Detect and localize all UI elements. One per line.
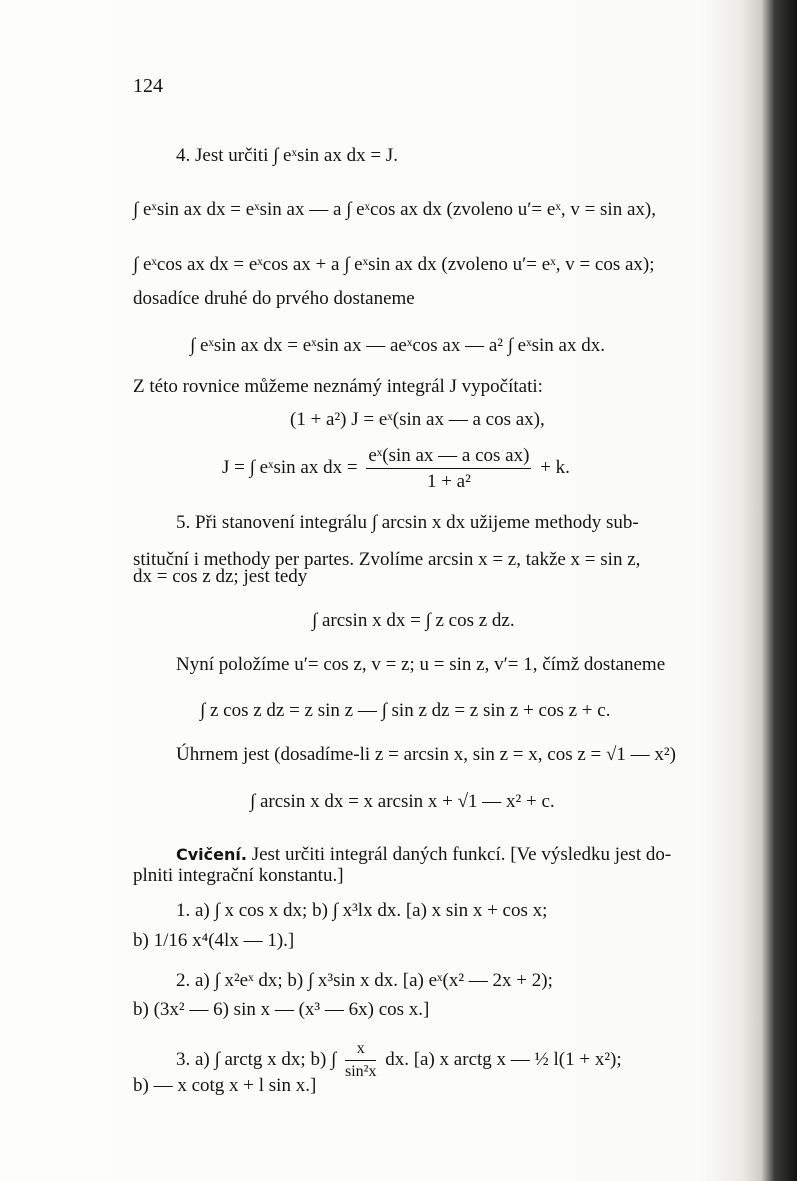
equation-line: [222, 446, 570, 491]
equation-line: ∫ arcsin x dx = ∫ z cos z dz.: [312, 610, 515, 631]
exercise-line: b) — x cotg x + l sin x.]: [133, 1075, 317, 1096]
text-line: plniti integrační konstantu.]: [133, 865, 344, 886]
equation-line: ∫ z cos z dz = z sin z — ∫ sin z dz = z sin z + cos z + c.: [200, 700, 611, 721]
exercise-line: b) (3x² — 6) sin x — (x³ — 6x) cos x.]: [133, 999, 430, 1020]
fraction-numerator: eˣ(sin ax — a cos ax): [366, 446, 531, 469]
fraction-denominator: 1 + a²: [426, 471, 471, 492]
exercise-heading: Cvičení.: [176, 845, 247, 864]
text-line: stituční i methody per partes. Zvolíme arcsin x = z, takže x = sin z,: [133, 549, 641, 570]
equation-line: (1 + a²) J = eˣ(sin ax — a cos ax),: [290, 409, 545, 430]
exercise-answer: dx. [a) x arctg x — ½ l(1 + x²);: [385, 1048, 622, 1070]
equation-line: ∫ eˣcos ax dx = eˣcos ax + a ∫ eˣsin ax dx (zvoleno u′= eˣ, v = cos ax);: [133, 254, 655, 275]
fraction-denominator: sin²x: [345, 1063, 377, 1080]
equation-rhs: + k.: [540, 456, 570, 478]
exercise-line: 1. a) ∫ x cos x dx; b) ∫ x³lx dx. [a) x sin x + cos x;: [176, 900, 548, 921]
text-line: 5. Při stanovení integrálu ∫ arcsin x dx užijeme methody sub-: [176, 512, 639, 533]
text-line: Z této rovnice můžeme neznámý integrál J vypočítati:: [133, 376, 543, 397]
equation-lhs: J = ∫ eˣsin ax dx =: [222, 456, 358, 478]
text-line: Nyní položíme u′= cos z, v = z; u = sin z, v′= 1, čímž dostaneme: [176, 654, 666, 675]
exercise-part-a: 3. a) ∫ arctg x dx; b) ∫: [176, 1048, 337, 1070]
fraction-numerator: x: [345, 1041, 376, 1061]
page-number: 124: [133, 75, 163, 97]
text-line: dx = cos z dz; jest tedy: [133, 566, 308, 587]
exercise-intro: Jest určiti integrál daných funkcí. [Ve výsledku jest do-: [251, 844, 672, 865]
equation-line: ∫ arcsin x dx = x arcsin x + √1 — x² + c.: [250, 791, 555, 812]
exercise-line: b) 1/16 x⁴(4lx — 1).]: [133, 930, 295, 951]
text-line: dosadíce druhé do prvého dostaneme: [133, 288, 415, 309]
equation-line: ∫ eˣsin ax dx = eˣsin ax — aeˣcos ax — a² ∫ eˣsin ax dx.: [190, 335, 605, 356]
text-line: Úhrnem jest (dosadíme-li z = arcsin x, sin z = x, cos z = √1 — x²): [176, 744, 676, 765]
text-line: 4. Jest určiti ∫ eˣsin ax dx = J.: [176, 145, 398, 166]
text-line: [176, 845, 671, 864]
fraction: [345, 1041, 376, 1080]
fraction: [366, 446, 531, 491]
exercise-line: 2. a) ∫ x²eˣ dx; b) ∫ x³sin x dx. [a) eˣ(x² — 2x + 2);: [176, 970, 553, 991]
equation-line: ∫ eˣsin ax dx = eˣsin ax — a ∫ eˣcos ax dx (zvoleno u′= eˣ, v = sin ax),: [133, 199, 656, 220]
